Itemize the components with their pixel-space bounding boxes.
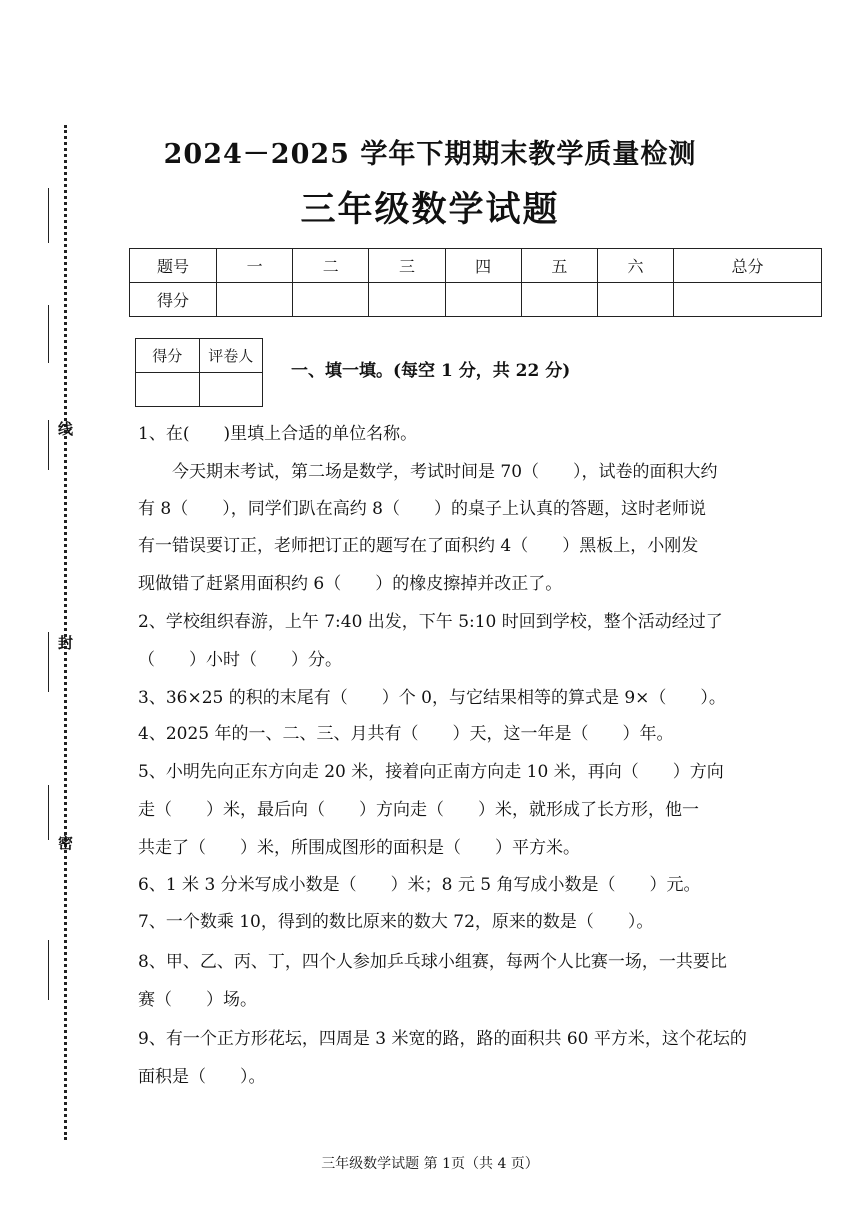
margin-blank-line <box>48 632 49 692</box>
margin-blank-line <box>48 785 49 840</box>
margin-blank-line <box>48 420 49 470</box>
table-cell: 四 <box>445 249 521 283</box>
score-cell[interactable] <box>521 283 597 317</box>
table-row <box>130 283 822 317</box>
page-footer: 三年级数学试题 第 1页（共 4 页） <box>321 1156 539 1172</box>
question-1-text: 今天期末考试，第二场是数学，考试时间是 70（ ），试卷的面积大约 <box>172 462 718 482</box>
exam-subtitle: 2024－2025 学年下期期末教学质量检测 <box>163 139 697 170</box>
question-1-text: 有 8（ ），同学们趴在高约 8（ ）的桌子上认真的答题，这时老师说 <box>138 499 706 519</box>
margin-secret-label: 密 <box>58 834 74 852</box>
score-table <box>129 248 822 317</box>
margin-blank-line <box>48 940 49 1000</box>
grader-box <box>135 338 263 407</box>
table-cell: 二 <box>293 249 369 283</box>
question-8-text: 赛（ ）场。 <box>138 990 257 1010</box>
table-row <box>136 339 263 373</box>
score-cell[interactable] <box>445 283 521 317</box>
table-cell: 得分 <box>130 283 217 317</box>
table-cell: 一 <box>217 249 293 283</box>
grader-cell[interactable] <box>199 373 263 407</box>
question-6: 6、1 米 3 分米写成小数是（ ）米；8 元 5 角写成小数是（ ）元。 <box>138 875 701 895</box>
section-title: 一、填一填。(每空 1 分，共 22 分) <box>291 361 571 381</box>
margin-blank-line <box>48 305 49 363</box>
score-cell[interactable] <box>369 283 445 317</box>
score-cell[interactable] <box>217 283 293 317</box>
question-1-text: 有一错误要订正，老师把订正的题写在了面积约 4（ ）黑板上，小刚发 <box>138 536 699 556</box>
score-cell[interactable] <box>597 283 673 317</box>
table-row <box>130 249 822 283</box>
table-cell: 得分 <box>136 339 200 373</box>
question-9: 9、有一个正方形花坛，四周是 3 米宽的路，路的面积共 60 平方米，这个花坛的 <box>138 1029 747 1049</box>
question-7: 7、一个数乘 10，得到的数比原来的数大 72，原来的数是（ ）。 <box>138 912 654 932</box>
question-5-text: 走（ ）米，最后向（ ）方向走（ ）米，就形成了长方形，他一 <box>138 800 699 820</box>
table-cell: 题号 <box>130 249 217 283</box>
question-9-text: 面积是（ ）。 <box>138 1067 266 1087</box>
margin-line-label: 线 <box>58 420 74 438</box>
question-1-text: 现做错了赶紧用面积约 6（ ）的橡皮擦掉并改正了。 <box>138 574 563 594</box>
table-cell: 三 <box>369 249 445 283</box>
table-cell: 总分 <box>674 249 822 283</box>
margin-seal-label: 封 <box>58 634 74 652</box>
score-cell[interactable] <box>136 373 200 407</box>
score-cell[interactable] <box>293 283 369 317</box>
table-cell: 五 <box>521 249 597 283</box>
question-5: 5、小明先向正东方向走 20 米，接着向正南方向走 10 米，再向（ ）方向 <box>138 762 724 782</box>
table-cell: 六 <box>597 249 673 283</box>
question-2: 2、学校组织春游，上午 7:40 出发，下午 5:10 时回到学校，整个活动经过了 <box>138 612 723 632</box>
exam-title: 三年级数学试题 <box>300 189 560 230</box>
question-2-text: （ ）小时（ ）分。 <box>138 650 342 670</box>
question-4: 4、2025 年的一、二、三、月共有（ ）天，这一年是（ ）年。 <box>138 724 674 744</box>
table-cell: 评卷人 <box>199 339 263 373</box>
question-3: 3、36×25 的积的末尾有（ ）个 0，与它结果相等的算式是 9×（ ）。 <box>138 688 726 708</box>
table-row <box>136 373 263 407</box>
question-5-text: 共走了（ ）米，所围成图形的面积是（ ）平方米。 <box>138 838 580 858</box>
question-1: 1、在( )里填上合适的单位名称。 <box>138 424 418 444</box>
question-8: 8、甲、乙、丙、丁，四个人参加乒乓球小组赛，每两个人比赛一场，一共要比 <box>138 952 727 972</box>
score-cell[interactable] <box>674 283 822 317</box>
